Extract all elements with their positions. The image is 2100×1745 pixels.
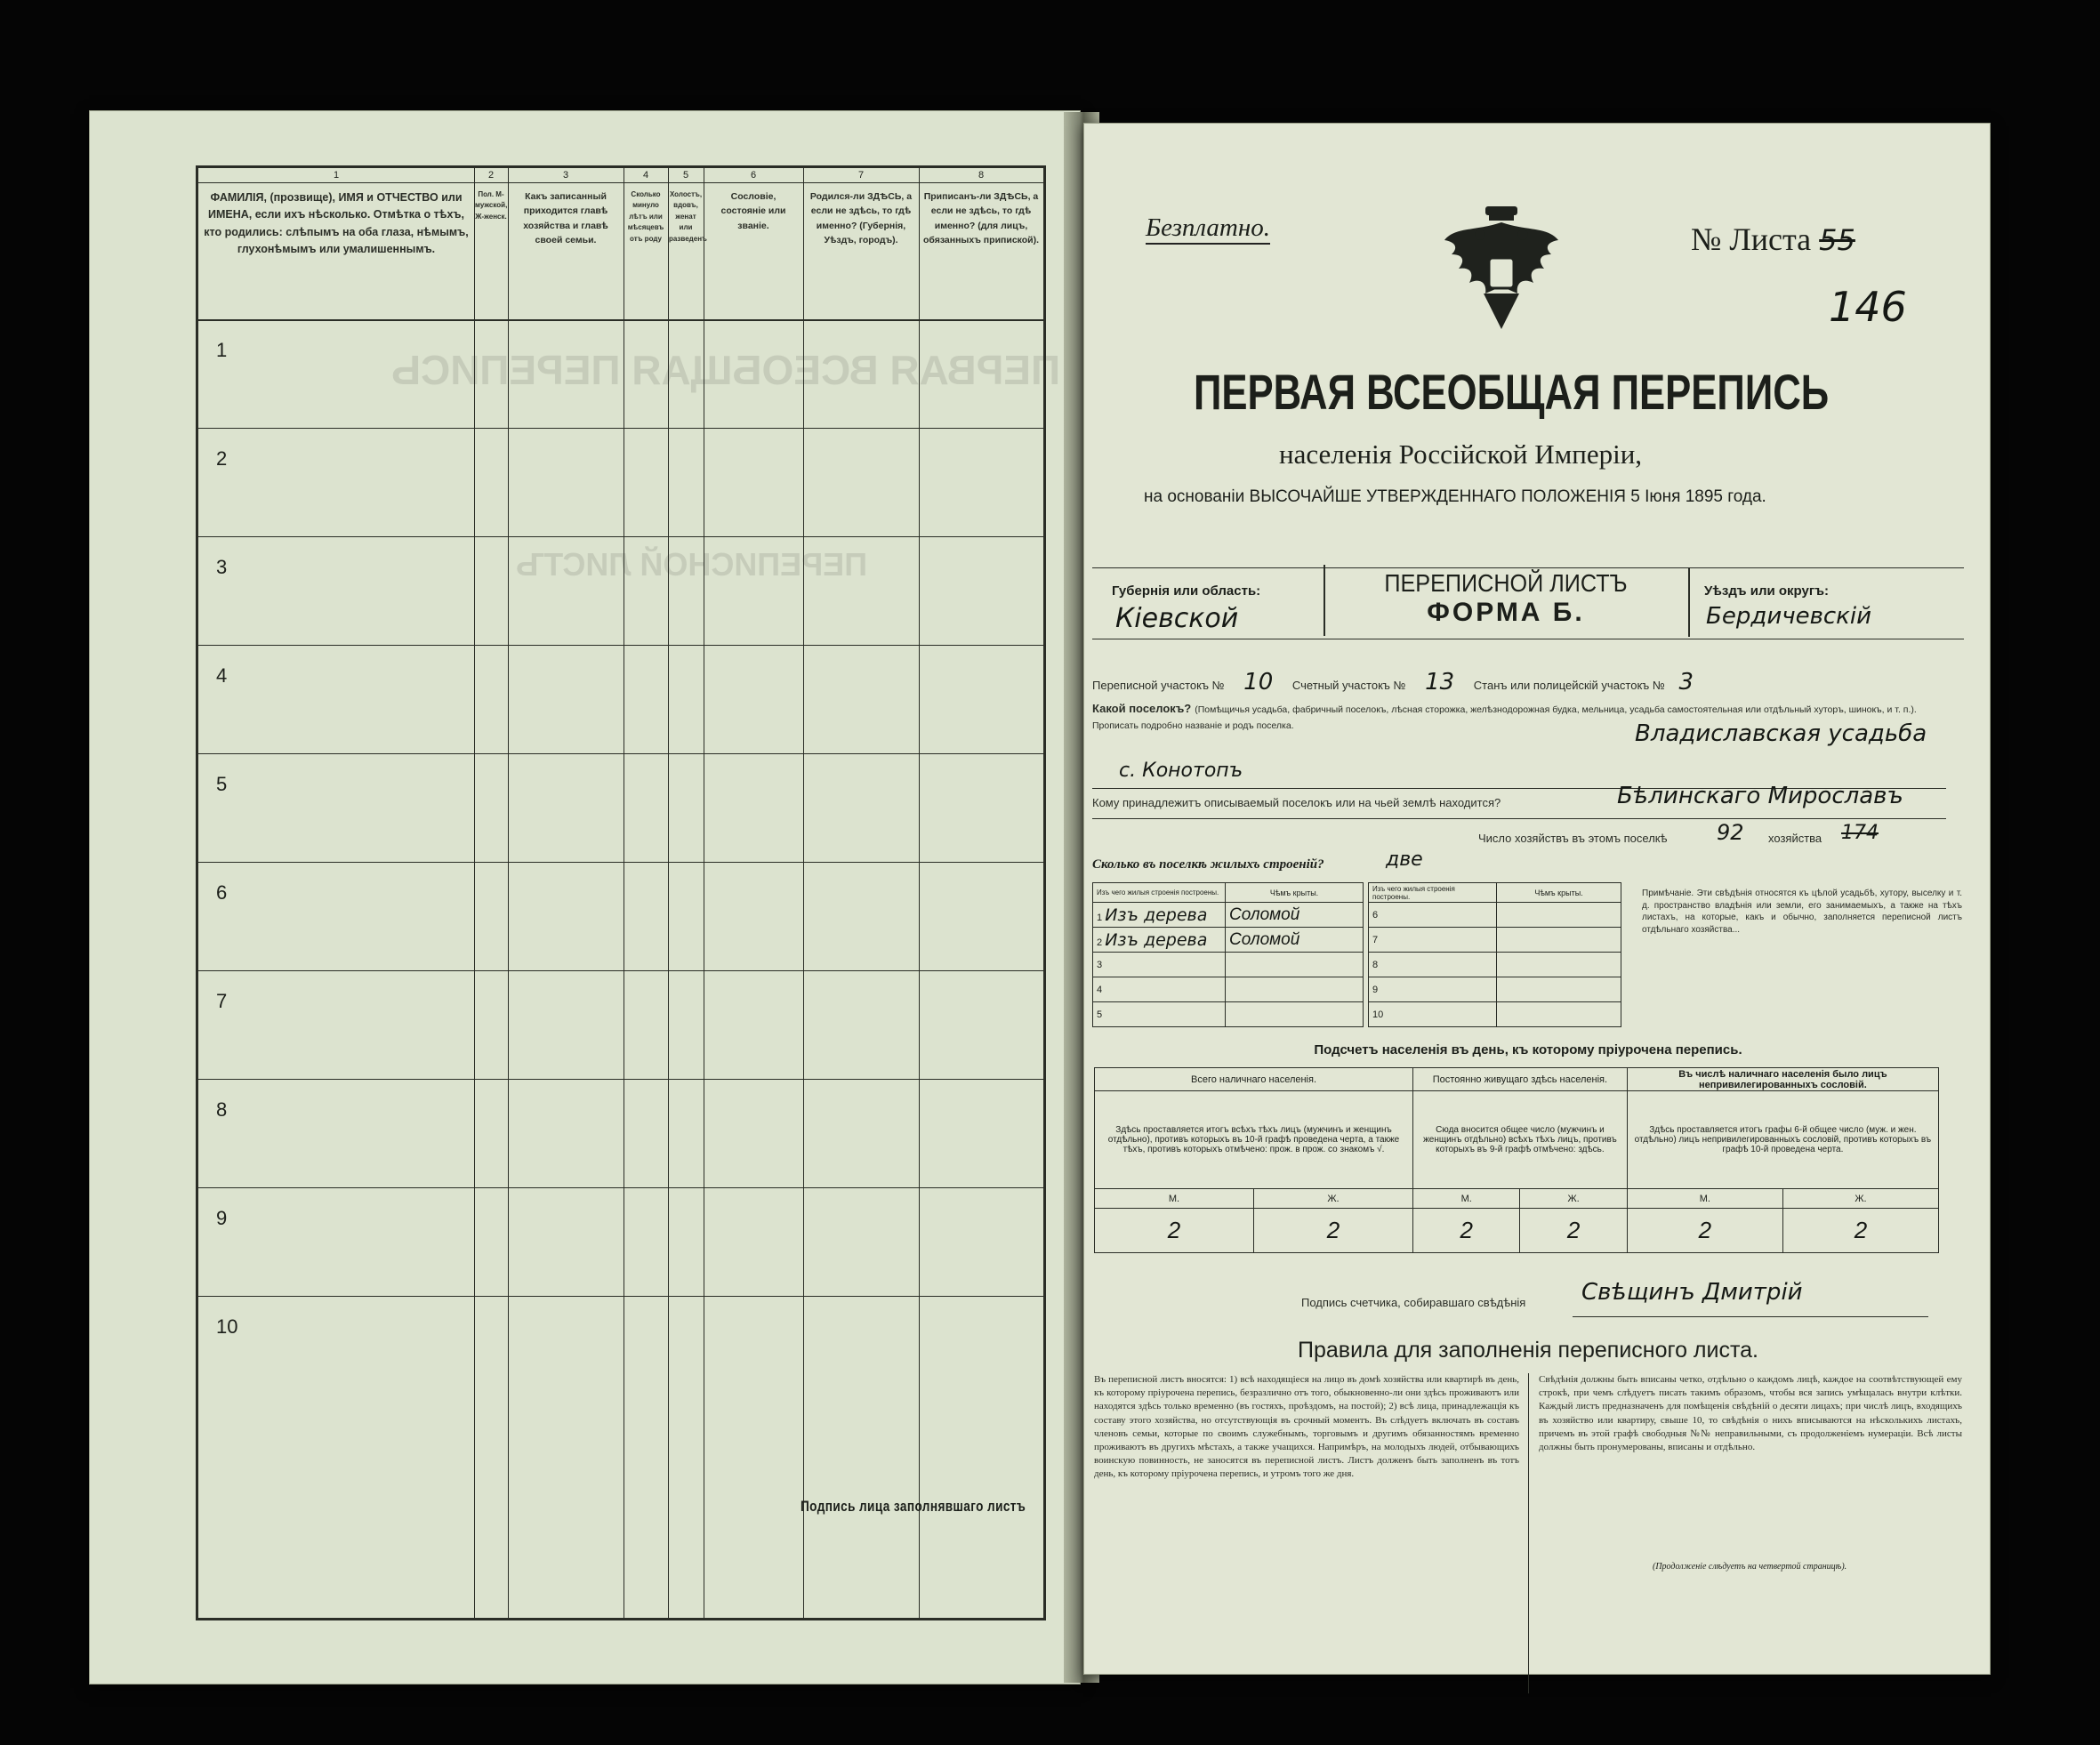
count-title: Подсчетъ населенія въ день, къ которому пріурочена перепись. [1314,1042,1742,1057]
col-sep [803,168,804,1618]
rules-title: Правила для заполненія переписного листа. [1298,1338,1758,1363]
households-suffix: хозяйства [1768,832,1822,845]
owner-label: Кому принадлежитъ описываемый поселокъ или на чьей землѣ находится? [1092,796,1501,809]
population-count-table: Всего наличнаго населенія. Постоянно живущаго здѣсь населенія. Въ числѣ наличнаго населенія было лицъ непривилегированныхъ сословій. Здѣсь проставляется итогъ всѣхъ тѣхъ лицъ (мужчинъ и женщинъ отдѣльно), противъ которыхъ въ 10-й графѣ проведена черта, а также тѣхъ, противъ которыхъ отмѣчено: прож. в прож. со знакомъ √. Сюда вносится общее число (мужчинъ и женщинъ отдѣльно) всѣхъ тѣхъ лицъ, противъ которыхъ въ 9-й графѣ отмѣчено: здѣсь. Здѣсь проставляется итогъ графы 6-й общее число (муж. и жен. отдѣльно) лицъ непривилегированныхъ сословій, противъ которыхъ въ графѣ 10-й проведена черта. М. Ж. М. Ж. М. Ж. 2 2 2 2 2 2 [1094,1067,1939,1253]
count-value: 2 [1095,1209,1254,1253]
col-number-4: 4 [642,170,649,181]
buildings-table-right: Изъ чего жилыя строенія построены. Чѣмъ крыты. 6 7 8 9 10 [1368,882,1621,1027]
settlement-row: Какой поселокъ? (Помѣщичья усадьба, фабричный поселокъ, лѣсная сторожка, желѣзнодорожная будка, мельница, усадьба самостоятельная или отдѣльный хуторъ, шинокъ, и т. п.). Прописать подробно названіе и родъ поселка. [1092,702,1917,731]
count-value: 2 [1782,1209,1938,1253]
district-label: Уѣздъ или округъ: [1704,583,1830,599]
document-title: ПЕРВАЯ ВСЕОБЩАЯ ПЕРЕПИСЬ [1194,364,1830,420]
row-number: 7 [216,990,228,1012]
sheet-type: ПЕРЕПИСНОЙ ЛИСТЪ ФОРМА Б. [1324,569,1688,628]
row-number: 1 [216,339,228,361]
count-value: 2 [1627,1209,1782,1253]
count-value: 2 [1253,1209,1412,1253]
left-page [89,110,1081,1685]
counting-section-value: 13 [1425,669,1455,696]
col-number-2: 2 [487,170,495,181]
count-value: 2 [1413,1209,1520,1253]
legal-basis: на основаніи ВЫСОЧАЙШЕ УТВЕРЖДЕННАГО ПОЛОЖЕНІЯ 5 Іюня 1895 года. [1144,487,1766,506]
province-value: Кіевской [1115,603,1239,634]
buildings-table-left: Изъ чего жилыя строенія построены. Чѣмъ крыты. 1 Изъ дерева Соломой 2 Изъ дерева Соломой 3 4 5 [1092,882,1364,1027]
show-through-text-2: ПЕРЕПИСНОЙ ЛИСТЪ [516,546,868,583]
col-sep [668,168,669,1618]
sheet-number-label: № Листа 55 [1691,221,1855,257]
col-number-5: 5 [682,170,689,181]
row-number: 6 [216,881,228,904]
household-table [196,165,1046,1620]
sheet-number-value: 55 [1819,223,1855,257]
header-age: Сколько минуло лѣтъ или мѣсяцевъ отъ роду [627,190,664,243]
col-number-1: 1 [333,170,340,181]
census-section-value: 10 [1243,669,1274,696]
col-sep [508,168,509,1618]
sheet-number-extra: 146 [1829,283,1907,331]
section-line: Переписной участокъ № 10 Счетный участокъ № 13 Станъ или полицейскій участокъ № 3 [1092,667,1704,698]
row-number: 10 [216,1315,238,1338]
col-sep [919,168,920,1618]
buildings-note: Примѣчаніе. Эти свѣдѣнія относятся къ цѣлой усадьбѣ, хутору, выселку и т. д. пространство владѣнія или земли, его занимаемыхъ, а также на тѣхъ листахъ, на которые, какъ и обычно, заполняется переписной листъ отдѣльнаго хозяйства... [1642,889,1962,935]
row-number: 5 [216,773,228,795]
settlement-value: Владиславская усадьба [1635,720,1927,747]
col-number-3: 3 [562,170,569,181]
col-number-7: 7 [857,170,865,181]
header-estate: Сословіе, состояніе или званіе. [720,191,786,231]
rules-text-right: Свѣдѣнія должны быть вписаны четко, отдѣльно о каждомъ лицѣ, каждое на соотвѣтствующей ему строкѣ, при чемъ слѣдуетъ писать такимъ образомъ, чтобы вся запись умѣщалась внутри клѣтки. Каждый листъ предназначенъ для помѣщенія свѣдѣній о десяти лицахъ; при числѣ лицъ, входящихъ въ хозяйство или квартиру, свыше 10, то свѣдѣнія о нихъ вписываются на нѣсколькихъ листахъ, причемъ въ этой графѣ свободныя №№ неправильными, съ продолженіемъ нумераціи. Всѣ листы должны быть пронумерованы, вписаны и отдѣльно. [1539,1374,1962,1452]
header-relation: Какъ записанный приходится главѣ хозяйства и главѣ своей семьи. [523,191,608,245]
header-marital: Холостъ, вдовъ, женат или разведенъ [669,190,707,243]
form-label: ФОРМА Б. [1427,598,1585,627]
households-struck: 174 [1841,822,1879,844]
imperial-eagle-icon [1439,205,1564,338]
buildings-label: Сколько въ поселкѣ жилыхъ строеній? [1092,857,1324,872]
header-registration: Приписанъ-ли ЗДѢСЬ, а если не здѣсь, то гдѣ именно? (для лицъ, обязанныхъ припиской). [922,191,1040,245]
right-page [1083,123,1991,1675]
owner-value: Бѣлинскаго Мирославъ [1617,783,1903,809]
enumerator-signature: Свѣщинъ Дмитрій [1581,1279,1803,1306]
count-value: 2 [1520,1209,1627,1253]
row-number: 8 [216,1098,228,1121]
header-sex: Пол. М-мужской, Ж-женск. [475,190,508,221]
row-number: 2 [216,447,228,470]
signature-label-left: Подпись лица заполнявшаго листъ [801,1498,1026,1515]
col-number-6: 6 [750,170,757,181]
show-through-text: ПЕРВАЯ ВСЕОБЩАЯ ПЕРЕПИСЬ [391,347,1061,393]
row-number: 9 [216,1207,228,1229]
province-label: Губернія или область: [1112,583,1261,599]
rules-continue: (Продолженіе слѣдуетъ на четвертой страницѣ). [1653,1562,1847,1572]
header-birthplace: Родился-ли ЗДѢСЬ, а если не здѣсь, то гдѣ именно? (Губернія, Уѣздъ, городъ). [809,191,913,245]
households-label: Число хозяйствъ въ этомъ поселкѣ [1478,832,1668,845]
col-sep [474,168,475,1618]
buildings-value: две [1386,848,1423,871]
row-number: 4 [216,664,228,687]
document-subtitle: населенія Россійской Имперіи, [1279,438,1643,470]
police-section-value: 3 [1678,669,1694,696]
rules-text-left: Въ переписной листъ вносятся: 1) всѣ находящіеся на лицо въ домѣ хозяйства или квартирѣ въ день, къ которому пріурочена перепись, безразлично отъ того, обыкновенно-ли они здѣсь проживаютъ или находятся здѣсь только временно (въ гостяхъ, проѣздомъ, на постой); 2) всѣ лица, принадлежащія къ составу этого хозяйства, но отсутствующія въ срочный моментъ. Въ слѣдуетъ включать въ составъ членовъ семьи, которые по своимъ служебнымъ, торговымъ и другимъ обязанностямъ временно проживаютъ въ другихъ мѣстахъ, а также учащихся. Напримѣръ, на молодыхъ людей, отбывающихъ воинскую повинность, не заносятся въ переписной листъ. Листъ долженъ быть заполненъ въ тотъ день, къ которому пріурочена перепись, и утромъ того же дня. [1094,1374,1519,1480]
households-value: 92 [1717,820,1744,845]
col-number-8: 8 [978,170,985,181]
enumerator-label: Подпись счетчика, собиравшаго свѣдѣнія [1301,1296,1526,1309]
header-name: ФАМИЛІЯ, (прозвище), ИМЯ и ОТЧЕСТВО или ИМЕНА, если ихъ нѣсколько. Отмѣтка о тѣхъ, кто родились: слѣпымъ на оба глаза, нѣмымъ, глухонѣмымъ или умалишеннымъ. [204,191,469,256]
row-number: 3 [216,556,228,578]
settlement-value-2: с. Конотопъ [1119,760,1243,782]
district-value: Бердичевскій [1706,603,1872,630]
free-label: Безплатно. [1146,213,1270,245]
